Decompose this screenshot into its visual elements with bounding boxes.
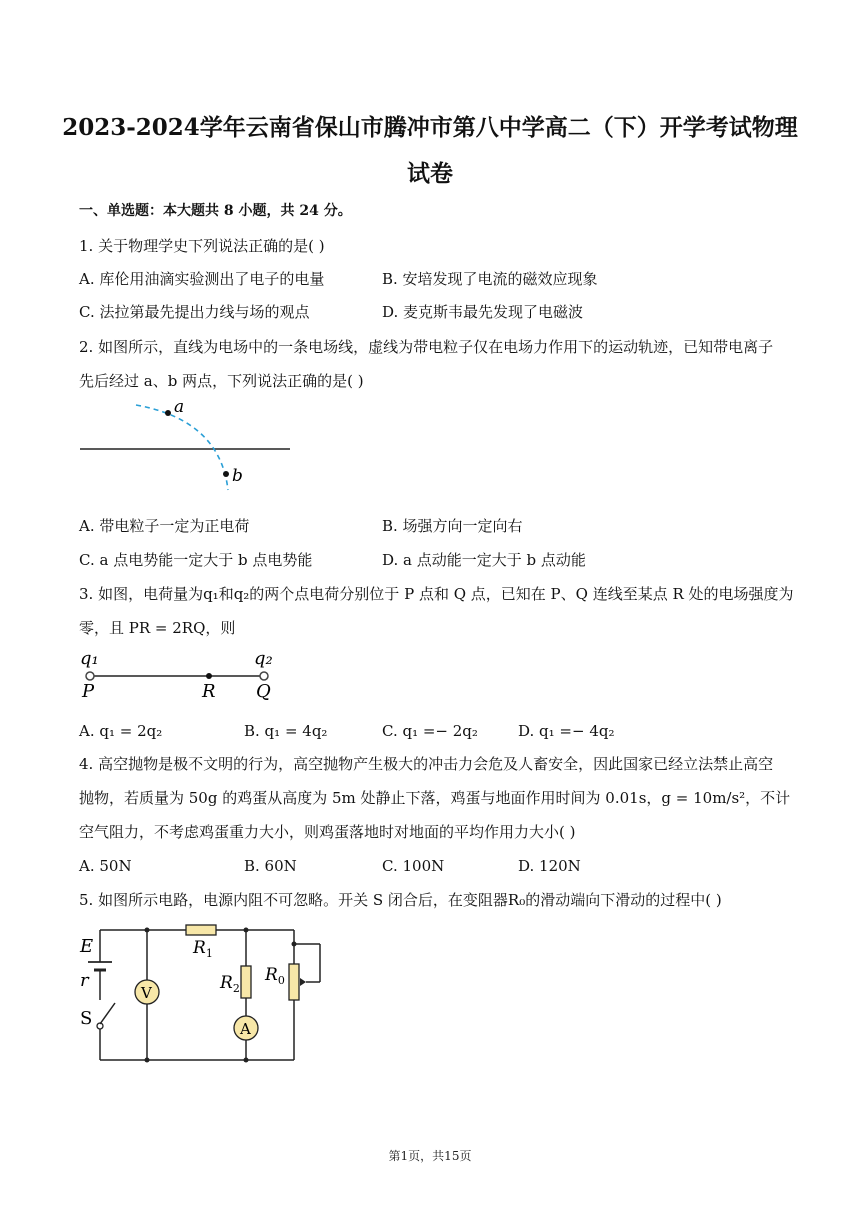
doc-title-line2: 试卷 [407, 160, 453, 187]
voltmeter-label: V [141, 984, 152, 1002]
label-p: P [82, 681, 95, 702]
q2-option-d: D. a 点动能一定大于 b 点动能 [382, 551, 586, 569]
label-r1: $R_1$ [193, 938, 213, 960]
q1-option-b: B. 安培发现了电流的磁效应现象 [382, 270, 598, 288]
q3-stem-line2: 零，且 PR = 2RQ，则 [79, 619, 236, 637]
q1-stem: 1. 关于物理学史下列说法正确的是( ) [79, 237, 325, 255]
q1-option-a: A. 库伦用油滴实验测出了电子的电量 [79, 270, 325, 288]
page-footer: 第1页，共15页 [388, 1149, 472, 1163]
resistor-r2 [241, 966, 251, 998]
q4-option-a: A. 50N [79, 857, 132, 875]
q3-option-d: D. q₁ =− 4q₂ [518, 722, 615, 740]
q3-option-a: A. q₁ = 2q₂ [79, 722, 163, 740]
doc-title-line1: 2023-2024学年云南省保山市腾冲市第八中学高二（下）开学考试物理 [62, 114, 798, 141]
junction-dot-5 [244, 1058, 249, 1063]
point-b-label: b [232, 466, 243, 486]
q3-option-c: C. q₁ =− 2q₂ [382, 722, 478, 740]
label-r0: $R_0$ [265, 965, 285, 987]
q2-stem-line1: 2. 如图所示，直线为电场中的一条电场线，虚线为带电粒子仅在电场力作用下的运动轨迹，已知带电离子 [79, 338, 774, 356]
label-q1: q₁ [80, 648, 99, 669]
junction-dot-1 [145, 928, 150, 933]
q5-stem: 5. 如图所示电路，电源内阻不可忽略。开关 S 闭合后，在变阻器R₀的滑动端向下滑动的过程中( ) [79, 891, 722, 909]
label-r-internal: r [80, 970, 89, 991]
label-q2: q₂ [254, 648, 273, 669]
label-r2: $R_2$ [220, 973, 240, 995]
point-a-label: a [174, 397, 185, 417]
q2-stem-line2: 先后经过 a、b 两点，下列说法正确的是( ) [79, 372, 364, 390]
q4-option-d: D. 120N [518, 857, 581, 875]
junction-dot-3 [292, 942, 297, 947]
switch-blade [100, 1003, 115, 1024]
q3-stem-line1: 3. 如图，电荷量为q₁和q₂的两个点电荷分别位于 P 点和 Q 点，已知在 P、Q 连线至某点 R 处的电场强度为 [79, 585, 794, 603]
junction-dot-2 [244, 928, 249, 933]
label-s: S [80, 1008, 93, 1029]
q2-option-c: C. a 点电势能一定大于 b 点电势能 [79, 551, 313, 569]
label-q: Q [256, 681, 271, 702]
rheostat-r0 [289, 964, 299, 1000]
rheostat-slider-arrow [300, 978, 306, 986]
ammeter-label: A [240, 1020, 251, 1038]
q4-option-b: B. 60N [244, 857, 297, 875]
junction-dot-4 [145, 1058, 150, 1063]
q4-stem-line1: 4. 高空抛物是极不文明的行为，高空抛物产生极大的冲击力会危及人畜安全，因此国家已经立法禁止高空 [79, 755, 774, 773]
resistor-r1 [186, 925, 216, 935]
label-e: E [80, 936, 94, 957]
q4-stem-line2: 抛物，若质量为 50g 的鸡蛋从高度为 5m 处静止下落，鸡蛋与地面作用时间为 0.01s，g = 10m/s²，不计 [79, 789, 791, 807]
q4-option-c: C. 100N [382, 857, 445, 875]
q4-stem-line3: 空气阻力，不考虑鸡蛋重力大小，则鸡蛋落地时对地面的平均作用力大小( ) [79, 823, 576, 841]
section-heading: 一、单选题：本大题共 8 小题，共 24 分。 [79, 203, 352, 219]
q1-option-d: D. 麦克斯韦最先发现了电磁波 [382, 303, 584, 321]
q1-option-c: C. 法拉第最先提出力线与场的观点 [79, 303, 310, 321]
q3-option-b: B. q₁ = 4q₂ [244, 722, 328, 740]
q2-option-a: A. 带电粒子一定为正电荷 [79, 517, 250, 535]
q2-option-b: B. 场强方向一定向右 [382, 517, 523, 535]
label-r: R [202, 681, 216, 702]
